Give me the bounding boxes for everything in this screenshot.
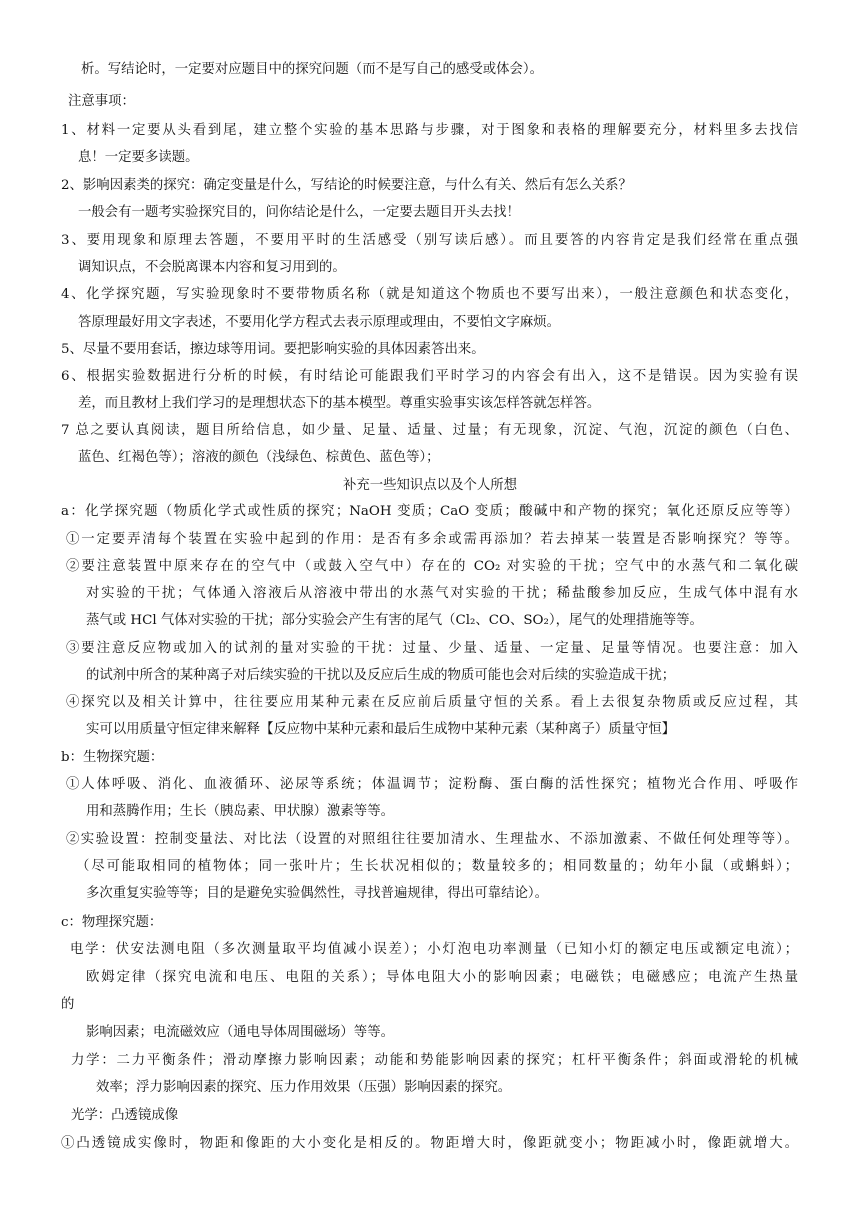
text-line: 的 [61,997,75,1012]
notes-heading: 注意事项： [68,94,135,109]
text-line: 答原理最好用文字表述，不要用化学方程式去表示原理或理由，不要怕文字麻烦。 [78,315,561,330]
text-line: 差，而且教材上我们学习的是理想状态下的基本模型。尊重实验事实该怎样答就怎样答。 [78,396,601,411]
text-line: 多次重复实验等等；目的是避免实验偶然性，寻找普遍规律，得出可靠结论）。 [86,886,548,901]
text-line: 影响因素；电流磁效应（通电导体周围磁场）等等。 [86,1025,394,1040]
text-line: 光学：凸透镜成像 [71,1108,179,1123]
text-line: 的试剂中所含的某种离子对后续实验的干扰以及反应后生成的物质可能也会对后续的实验造成干扰； [86,668,676,683]
text-line: 蓝色、红褐色等）；溶液的颜色（浅绿色、棕黄色、蓝色等）； [78,450,440,465]
text-line: ①凸透镜成实像时，物距和像距的大小变化是相反的。物距增大时，像距就变小；物距减小时，像距就增大。 [61,1136,798,1151]
text-line: 息！一定要多读题。 [78,150,199,165]
text-line: 效率；浮力影响因素的探究、压力作用效果（压强）影响因素的探究。 [96,1080,512,1095]
text-line: ③要注意反应物或加入的试剂的量对实验的干扰：过量、少量、适量、一定量、足量等情况。也要注意：加入 [66,641,798,656]
section-title: 补充一些知识点以及个人所想 [342,478,518,493]
text-line: ②实验设置：控制变量法、对比法（设置的对照组往往要加清水、生理盐水、不添加激素、不做任何处理等等）。 [66,832,798,847]
text-line: 5、尽量不要用套话，擦边球等用词。要把影响实验的具体因素答出来。 [61,342,485,357]
text-line: 4、化学探究题，写实验现象时不要带物质名称（就是知道这个物质也不要写出来），一般注意颜色和状态变化， [61,287,798,302]
text-line: 实可以用质量守恒定律来解释【反应物中某种元素和最后生成物中某种元素（某种离子）质量守恒】 [86,722,676,737]
text-line: 7 总之要认真阅读，题目所给信息，如少量、足量、适量、过量；有无现象，沉淀、气泡，沉淀的颜色（白色、 [61,423,798,438]
text-line: 2、影响因素类的探究：确定变量是什么，写结论的时候要注意，与什么有关、然后有怎么关系？ [61,178,632,193]
text-line: b：生物探究题： [61,750,164,765]
text-line: ④探究以及相关计算中，往往要应用某种元素在反应前后质量守恒的关系。看上去很复杂物质或反应过程，其 [66,695,798,710]
text-line: 1、材料一定要从头看到尾，建立整个实验的基本思路与步骤，对于图象和表格的理解要充分，材料里多去找信 [61,123,798,138]
text-line: 对实验的干扰；气体通入溶液后从溶液中带出的水蒸气对实验的干扰；稀盐酸参加反应，生成气体中混有水 [86,586,798,601]
text-line: 蒸气或 HCl 气体对实验的干扰；部分实验会产生有害的尾气（Cl₂、CO、SO₂），尾气的处理措施等等。 [86,613,703,628]
text-line: ①一定要弄清每个装置在实验中起到的作用：是否有多余或需再添加？若去掉某一装置是否影响探究？等等。 [66,532,798,547]
text-line: ②要注意装置中原来存在的空气中（或鼓入空气中）存在的 CO₂ 对实验的干扰；空气中的水蒸气和二氧化碳 [66,559,798,574]
text-line: 调知识点，不会脱离课本内容和复习用到的。 [78,260,346,275]
text-line: a：化学探究题（物质化学式或性质的探究；NaOH 变质；CaO 变质；酸碱中和产物的探究；氧化还原反应等等） [61,504,798,519]
text-line: 欧姆定律（探究电流和电压、电阻的关系）；导体电阻大小的影响因素；电磁铁；电磁感应；电流产生热量 [86,970,798,985]
text-line: 析。写结论时，一定要对应题目中的探究问题（而不是写自己的感受或体会）。 [81,62,543,77]
text-line: 力学：二力平衡条件；滑动摩擦力影响因素；动能和势能影响因素的探究；杠杆平衡条件；斜面或滑轮的机械 [71,1053,798,1068]
text-line: 一般会有一题考实验探究目的，问你结论是什么，一定要去题目开头去找！ [78,205,520,220]
text-line: 3、要用现象和原理去答题，不要用平时的生活感受（别写读后感）。而且要答的内容肯定是我们经常在重点强 [61,233,798,248]
text-line: 用和蒸腾作用；生长（胰岛素、甲状腺）激素等等。 [86,804,394,819]
text-line: （尽可能取相同的植物体；同一张叶片；生长状况相似的；数量较多的；相同数量的；幼年小鼠（或蝌蚪）； [76,859,798,874]
text-line: c：物理探究题： [61,915,163,930]
text-line: 电学：伏安法测电阻（多次测量取平均值减小误差）；小灯泡电功率测量（已知小灯的额定电压或额定电流）； [70,942,798,957]
text-line: 6、根据实验数据进行分析的时候，有时结论可能跟我们平时学习的内容会有出入，这不是错误。因为实验有误 [61,369,798,384]
text-line: ①人体呼吸、消化、血液循环、泌尿等系统；体温调节；淀粉酶、蛋白酶的活性探究；植物光合作用、呼吸作 [66,777,798,792]
